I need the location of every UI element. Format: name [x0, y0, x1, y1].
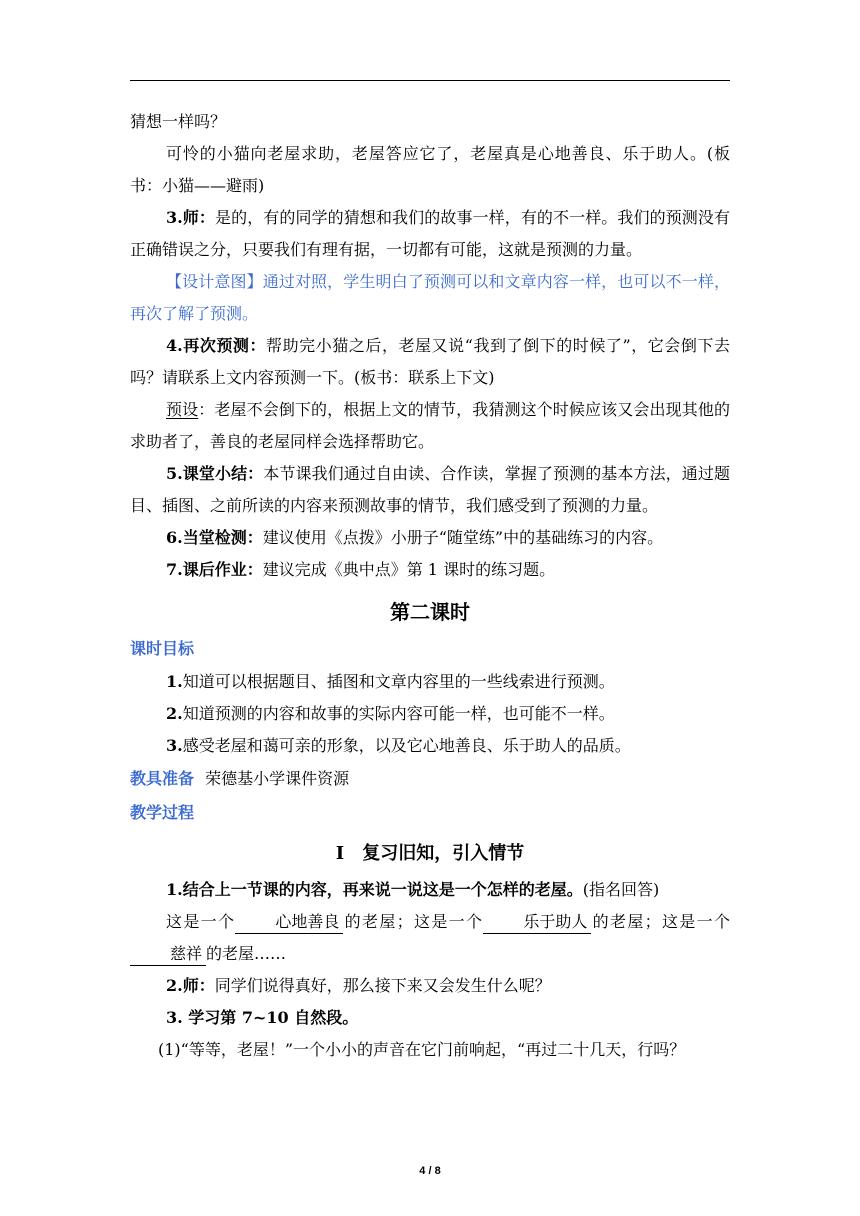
tools-text: 荣德基小学课件资源: [205, 769, 350, 788]
step-text: 是的，有的同学的猜想和我们的故事一样，有的不一样。我们的预测没有正确错误之分，只要我们有理有据，一切都有可能，这就是预测的力量。: [130, 208, 730, 259]
answer-text: 的老屋；这是一个: [343, 912, 484, 931]
tools-label: 教具准备: [130, 769, 195, 788]
preset-label: 预设: [166, 400, 199, 419]
paragraph: [130, 522, 730, 554]
step-text: 本节课我们通过自由读、合作读，掌握了预测的基本方法，通过题目、插图、之前所读的内容来预测故事的情节，我们感受到了预测的力量。: [130, 464, 730, 515]
goal-text: 知道可以根据题目、插图和文章内容里的一些线索进行预测。: [182, 672, 615, 691]
step-label: 2.师：: [166, 976, 215, 995]
paragraph: 可怜的小猫向老屋求助，老屋答应它了，老屋真是心地善良、乐于助人。(板书：小猫——避雨): [130, 144, 730, 195]
document-body: [130, 106, 730, 1066]
paragraph: [130, 554, 730, 586]
answer-blank: 慈祥: [130, 943, 206, 966]
question: 3. 学习第 7~10 自然段。: [166, 1008, 359, 1027]
paragraph: [130, 202, 730, 266]
section-heading-goals: 课时目标: [130, 639, 195, 658]
step-label: 6.当堂检测：: [166, 528, 263, 547]
goal-number: 3.: [166, 736, 183, 755]
paragraph: 猜想一样吗？: [130, 112, 227, 131]
goal-number: 2.: [166, 704, 183, 723]
question-note: (指名回答): [582, 880, 660, 899]
step-text: 建议完成《典中点》第 1 课时的练习题。: [262, 560, 556, 579]
paragraph: [130, 458, 730, 522]
answer-blank: 乐于助人: [483, 911, 591, 934]
step-label: 3.师：: [166, 208, 215, 227]
goal-text: 知道预测的内容和故事的实际内容可能一样，也可能不一样。: [182, 704, 615, 723]
step-text: 帮助完小猫之后，老屋又说“我到了倒下的时候了”，它会倒下去吗？请联系上文内容预测一下。(板书：联系上下文): [130, 336, 730, 387]
page-number: 4 / 8: [419, 1165, 441, 1177]
answer-blank: 心地善良: [235, 911, 343, 934]
answer-text: 这是一个: [166, 912, 236, 931]
step-text: 同学们说得真好，那么接下来又会发生什么呢？: [214, 976, 551, 995]
question: [130, 970, 730, 1002]
answer-fill: [130, 906, 730, 970]
step-label: 4.再次预测：: [166, 336, 267, 355]
header-rule: [130, 80, 730, 81]
goal-text: 感受老屋和蔼可亲的形象，以及它心地善良、乐于助人的品质。: [182, 736, 631, 755]
part-title: Ⅰ 复习旧知，引入情节: [335, 843, 525, 864]
lesson-title: 第二课时: [390, 600, 470, 624]
answer-text: 的老屋……: [206, 944, 287, 963]
step-label: 7.课后作业：: [166, 560, 263, 579]
paragraph: [130, 330, 730, 394]
goal-item: [130, 698, 730, 730]
goal-item: [130, 666, 730, 698]
question: [130, 874, 730, 906]
question-text: 1.结合上一节课的内容，再来说一说这是一个怎样的老屋。: [166, 880, 583, 899]
design-intent: 【设计意图】通过对照，学生明白了预测可以和文章内容一样，也可以不一样，再次了解了预测。: [130, 272, 730, 323]
step-text: 建议使用《点拨》小册子“随堂练”中的基础练习的内容。: [262, 528, 664, 547]
preset-text: ：老屋不会倒下的，根据上文的情节，我猜测这个时候应该又会出现其他的求助者了，善良的老屋同样会选择帮助它。: [130, 400, 730, 451]
goal-item: [130, 730, 730, 762]
section-heading-process: 教学过程: [130, 803, 195, 822]
answer-text: 的老屋；这是一个: [591, 912, 730, 931]
reading-passage: (1)“等等，老屋！”一个小小的声音在它门前响起，“再过二十几天，行吗？: [158, 1040, 686, 1059]
goal-number: 1.: [166, 672, 183, 691]
preset-answer: [130, 394, 730, 458]
section-heading-tools: [130, 762, 730, 796]
step-label: 5.课堂小结：: [166, 464, 264, 483]
